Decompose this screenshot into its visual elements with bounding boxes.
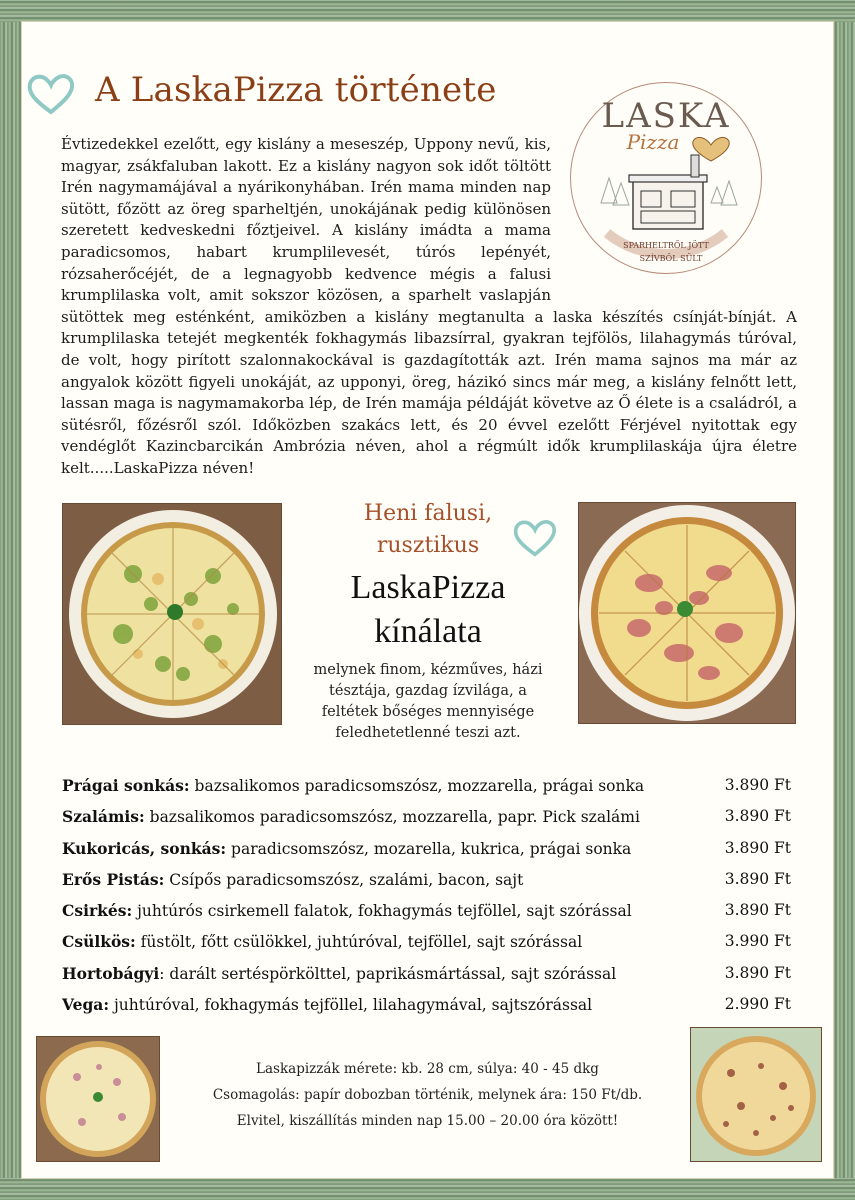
menu-item-desc: : darált sertéspörkölttel, paprikásmártással, sajt szórással: [159, 964, 617, 983]
heart-icon: [26, 72, 76, 116]
page-title: A LaskaPizza története: [95, 70, 497, 110]
info-size: Laskapizzák mérete: kb. 28 cm, súlya: 40 - 45 dkg: [256, 1061, 599, 1077]
logo-ribbon-top: SPARHELTRŐL JÖTT: [623, 241, 709, 250]
menu-item: [62, 833, 797, 864]
menu-item-name: Hortobágyi: [62, 963, 160, 983]
menu-item: [62, 958, 797, 989]
menu-item: [62, 989, 797, 1020]
menu-item-price: 3.890 Ft: [724, 963, 791, 982]
menu-item-name: Kukoricás, sonkás:: [62, 838, 227, 858]
pizza-photo-broccoli: [62, 503, 282, 725]
menu-item-name: Csülkös:: [62, 932, 136, 952]
menu-item-name: Vega:: [62, 995, 110, 1015]
offer-description: melynek finom, kézműves, házi tésztája, gazdag ízvilága, a feltétek bőséges mennyisége feledhetetlenné teszi azt.: [313, 662, 543, 741]
offer-line2: rusztikus: [376, 533, 480, 558]
menu-item-desc: Csípős paradicsomszósz, szalámi, bacon, sajt: [164, 870, 524, 889]
menu-item: [62, 864, 797, 895]
logo-brand: LASKA: [601, 96, 731, 136]
story-text: [61, 134, 797, 480]
menu-item-desc: juhtúróval, fokhagymás tejföllel, lilahagymával, sajtszórással: [109, 996, 593, 1015]
menu-item-price: 3.890 Ft: [724, 869, 791, 888]
pizza-photo-small-left: [36, 1036, 160, 1162]
menu-item-desc: paradicsomszósz, mozarella, kukrica, prágai sonka: [226, 839, 632, 858]
menu-item-desc: bazsalikomos paradicsomszósz, mozzarella, papr. Pick szalámi: [144, 808, 640, 827]
offer-line1: Heni falusi,: [363, 501, 493, 526]
menu-item-desc: bazsalikomos paradicsomszósz, mozzarella, prágai sonka: [189, 777, 645, 795]
menu-item-desc: füstölt, főtt csülökkel, juhtúróval, tejföllel, sajt szórással: [135, 933, 583, 952]
logo-sub: Pizza: [626, 130, 680, 154]
menu-item: [62, 895, 797, 926]
frame-top: [0, 0, 855, 22]
menu-item-price: 3.890 Ft: [724, 807, 791, 826]
offer-line4: kínálata: [374, 613, 482, 650]
menu-item-price: 2.990 Ft: [724, 995, 791, 1014]
pizza-photo-small-right: [690, 1027, 822, 1162]
offer-heading: [310, 566, 546, 654]
pizza-photo-ham: [578, 502, 796, 724]
info-block: [170, 1056, 685, 1134]
menu-item-name: Prágai sonkás:: [62, 776, 190, 795]
offer-line3: LaskaPizza: [350, 569, 506, 606]
menu-item-price: 3.990 Ft: [724, 932, 791, 951]
menu-item-price: 3.890 Ft: [724, 776, 791, 794]
frame-bottom: [0, 1178, 855, 1200]
story-paragraph: Évtizedekkel ezelőtt, egy kislány a meseszép, Uppony nevű, kis, magyar, zsákfaluban lakott. Ez a kislány nagyon sok időt töltött Irén nagymamájával a nyárikonyhában. Irén mama minden nap sütött, főzött az öreg sparheltjén, unokájának pedig különösen szeretett kedveskedni főztjeivel. A kislány imádta a mama paradicsomos, habart krumplilevesét, túrós lepényét, rózsaherőcéjét, de a legnagyobb kedvence mégis a falusi krumplilaska volt, amit sokszor közösen, a sparhelt vaslapján sütöttek meg esténként, amiközben a kislány megtanulta a laska készítés csínját-bínját. A krumplilaska tetejét megkenték fokhagymás libazsírral, gyakran tejfölös, lilahagymás túróval, de volt, hogy pirított szalonnakockával is gazdagították azt. Irén mama sajnos ma már az angyalok között figyeli unokáját, az upponyi, öreg, házikó sincs már meg, a kislány felnőtt lett, lassan maga is nagymamakorba lép, de Irén mamája példáját követve az Ő élete is a családról, a sütésről, főzésről szól. Időközben szakács lett, és 20 évvel ezelőtt Férjével nyitottak egy vendéglőt Kazincbarcikán Ambrózia néven, ahol a régmúlt idők krumplilaskája újra életre kelt.....LaskaPizza néven!: [61, 135, 797, 477]
info-packaging: Csomagolás: papír dobozban történik, melynek ára: 150 Ft/db.: [212, 1087, 643, 1103]
menu-item-name: Erős Pistás:: [62, 869, 165, 889]
menu-item: [62, 926, 797, 957]
info-delivery: Elvitel, kiszállítás minden nap 15.00 – 20.00 óra között!: [236, 1113, 619, 1129]
menu-item-desc: juhtúrós csirkemell falatok, fokhagymás tejföllel, sajt szórással: [132, 902, 632, 921]
menu-item-name: Csirkés:: [62, 901, 133, 921]
offer-subtitle: [320, 498, 536, 562]
menu-item-price: 3.890 Ft: [724, 901, 791, 920]
menu-item: [62, 801, 797, 832]
menu-list: [62, 770, 797, 1020]
logo-ribbon-bottom: SZÍVBŐL SÜLT: [639, 254, 703, 263]
menu-item-name: Szalámis:: [62, 807, 145, 827]
menu-item-price: 3.890 Ft: [724, 838, 791, 857]
menu-item: [62, 770, 797, 801]
